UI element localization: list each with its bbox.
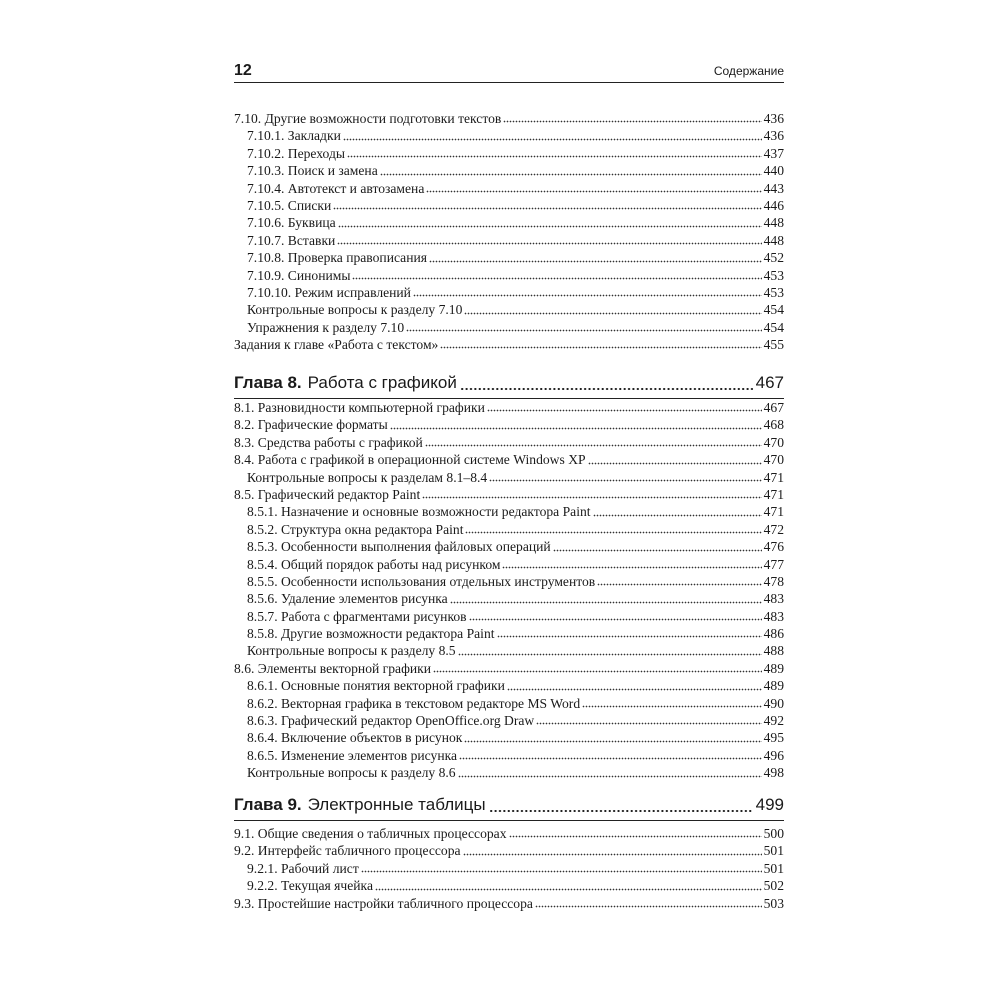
toc-entry [234, 110, 784, 127]
toc-entry-title: 7.10.10. Режим исправлений [247, 284, 411, 300]
dot-leader [333, 200, 761, 210]
toc-entry-page: 495 [763, 730, 784, 746]
dot-leader [380, 166, 762, 176]
toc-entry-title: Контрольные вопросы к разделу 8.6 [247, 765, 456, 781]
toc-entry-page: 453 [763, 267, 784, 283]
toc-entry [234, 747, 784, 764]
toc-entry [234, 625, 784, 642]
toc-entry [234, 895, 784, 912]
dot-leader [489, 472, 761, 482]
dot-leader [469, 611, 762, 621]
toc-entry-page: 448 [763, 215, 784, 231]
dot-leader [347, 148, 762, 158]
toc-entry [234, 573, 784, 590]
chapter-title: Электронные таблицы [307, 795, 486, 814]
toc-entry-page: 500 [763, 826, 784, 841]
dot-leader [463, 846, 762, 856]
toc-entry [234, 825, 784, 842]
toc-entry-title: 8.5.2. Структура окна редактора Paint [247, 521, 464, 537]
toc-entry-title: 8.1. Разновидности компьютерной графики [234, 400, 485, 415]
chapter-title: Работа с графикой [307, 373, 457, 392]
toc-entry-title: 8.5.1. Назначение и основные возможности редактора Paint [247, 504, 591, 520]
dot-leader [440, 339, 761, 349]
toc-entry [234, 336, 784, 353]
toc-entry [234, 469, 784, 486]
dot-leader [425, 437, 762, 447]
toc-entry [234, 197, 784, 214]
dot-leader [450, 594, 762, 604]
chapter-page: 467 [755, 373, 784, 392]
toc-entry-page: 488 [763, 643, 784, 659]
toc-entry-title: 9.1. Общие сведения о табличных процессорах [234, 826, 507, 841]
toc-entry-page: 489 [763, 660, 784, 676]
page-number: 12 [234, 62, 252, 79]
toc-entry-title: 8.6.5. Изменение элементов рисунка [247, 747, 458, 763]
toc-entry [234, 416, 784, 433]
toc-entry-page: 470 [763, 434, 784, 450]
toc-entry [234, 712, 784, 729]
dot-leader [337, 235, 761, 245]
toc-entry-title: 7.10. Другие возможности подготовки текстов [234, 111, 502, 126]
dot-leader [406, 322, 761, 332]
toc-entry-page: 468 [763, 417, 784, 433]
dot-leader [464, 733, 761, 743]
toc-entry-title: 7.10.9. Синонимы [247, 267, 351, 283]
dot-leader [422, 489, 761, 499]
toc-entry-title: 8.5. Графический редактор Paint [234, 486, 421, 502]
toc-entry-title: 8.5.5. Особенности использования отдельных инструментов [247, 573, 596, 589]
toc-entry [234, 162, 784, 179]
toc-entry [234, 660, 784, 677]
toc-entry [234, 399, 784, 416]
dot-leader [458, 646, 762, 656]
dot-leader [487, 402, 762, 412]
dot-leader [375, 881, 762, 891]
toc-section-chapter-9 [234, 825, 784, 912]
toc-entry [234, 267, 784, 284]
toc-entry [234, 642, 784, 659]
toc-entry-title: 7.10.7. Вставки [247, 232, 336, 248]
dot-leader [413, 287, 762, 297]
toc-entry-title: 9.2. Интерфейс табличного процессора [234, 843, 461, 859]
toc-entry [234, 764, 784, 781]
toc-entry-page: 476 [763, 539, 784, 555]
running-head: Содержание [713, 64, 784, 78]
dot-leader [536, 715, 761, 725]
toc-entry-title: 8.4. Работа с графикой в операционной системе Windows XP [234, 452, 586, 468]
toc-entry [234, 677, 784, 694]
dot-leader [338, 218, 762, 228]
toc-entry-page: 436 [763, 111, 784, 126]
toc-entry-title: Задания к главе «Работа с текстом» [234, 337, 439, 353]
toc-entry-title: 8.5.8. Другие возможности редактора Paint [247, 626, 495, 642]
toc-entry-title: Упражнения к разделу 7.10 [247, 319, 405, 335]
toc-entry-title: 8.3. Средства работы с графикой [234, 434, 423, 450]
toc-entry-title: 8.6.3. Графический редактор OpenOffice.org Draw [247, 713, 535, 729]
toc-entry-page: 467 [763, 400, 784, 415]
toc-entry [234, 695, 784, 712]
toc-entry [234, 180, 784, 197]
toc-entry-title: 9.2.2. Текущая ячейка [247, 878, 373, 894]
toc-entry-title: 7.10.8. Проверка правописания [247, 250, 428, 266]
toc-entry [234, 556, 784, 573]
toc-entry-title: 7.10.1. Закладки [247, 128, 341, 144]
dot-leader [502, 559, 761, 569]
toc-entry [234, 214, 784, 231]
toc-entry-page: 486 [763, 626, 784, 642]
toc-entry [234, 145, 784, 162]
dot-leader [503, 113, 761, 123]
toc-entry-page: 455 [763, 337, 784, 353]
toc-entry-page: 454 [763, 319, 784, 335]
dot-leader [464, 305, 761, 315]
toc-entry-title: 8.6.4. Включение объектов в рисунок [247, 730, 463, 746]
toc-entry [234, 538, 784, 555]
dot-leader [465, 524, 761, 534]
chapter-heading-9 [234, 794, 784, 821]
toc-entry-title: 9.3. Простейшие настройки табличного процессора [234, 895, 533, 911]
toc-entry-page: 496 [763, 747, 784, 763]
toc-entry-page: 448 [763, 232, 784, 248]
toc-entry [234, 590, 784, 607]
dot-leader [553, 542, 762, 552]
toc-entry-page: 483 [763, 591, 784, 607]
dot-leader [535, 898, 762, 908]
toc-entry [234, 503, 784, 520]
toc-entry-page: 490 [763, 695, 784, 711]
toc-entry-page: 501 [763, 843, 784, 859]
toc-entry [234, 860, 784, 877]
toc-section-chapter-7-continued [234, 110, 784, 353]
dot-leader [497, 628, 762, 638]
toc-entry-page: 498 [763, 765, 784, 781]
chapter-page: 499 [755, 795, 784, 814]
dot-leader [352, 270, 761, 280]
toc-entry-title: Контрольные вопросы к разделам 8.1–8.4 [247, 469, 488, 485]
toc-entry-title: 7.10.5. Списки [247, 197, 332, 213]
toc-entry-page: 489 [763, 678, 784, 694]
dot-leader [507, 681, 762, 691]
toc-entry-title: 8.5.3. Особенности выполнения файловых операций [247, 539, 551, 555]
toc-entry-title: 8.5.6. Удаление элементов рисунка [247, 591, 448, 607]
toc-entry [234, 486, 784, 503]
toc-entry-page: 471 [763, 469, 784, 485]
toc-entry-title: 8.2. Графические форматы [234, 417, 388, 433]
toc-section-chapter-8 [234, 399, 784, 782]
toc-entry-page: 502 [763, 878, 784, 894]
dot-leader [588, 455, 762, 465]
dot-leader [509, 828, 762, 838]
toc-entry-page: 440 [763, 163, 784, 179]
toc-entry-page: 454 [763, 302, 784, 318]
chapter-label: Глава 8. [234, 373, 302, 392]
toc-entry-page: 443 [763, 180, 784, 196]
toc-entry [234, 127, 784, 144]
toc-entry [234, 842, 784, 859]
toc-entry-page: 472 [763, 521, 784, 537]
toc-entry-title: 8.6.2. Векторная графика в текстовом редакторе MS Word [247, 695, 581, 711]
dot-leader [433, 663, 762, 673]
toc-entry-page: 446 [763, 197, 784, 213]
toc-entry-title: 7.10.4. Автотекст и автозамена [247, 180, 425, 196]
toc-entry-page: 492 [763, 713, 784, 729]
dot-leader [460, 381, 753, 391]
toc-entry [234, 319, 784, 336]
toc-entry [234, 434, 784, 451]
toc-entry-page: 452 [763, 250, 784, 266]
toc-entry [234, 877, 784, 894]
toc-entry [234, 232, 784, 249]
toc-entry-title: 8.6.1. Основные понятия векторной графики [247, 678, 505, 694]
toc-entry-page: 478 [763, 573, 784, 589]
toc-entry-page: 453 [763, 284, 784, 300]
dot-leader [489, 803, 753, 813]
toc-entry [234, 729, 784, 746]
toc-entry-page: 437 [763, 145, 784, 161]
toc-entry-page: 477 [763, 556, 784, 572]
toc-entry-title: 8.6. Элементы векторной графики [234, 660, 432, 676]
dot-leader [458, 768, 762, 778]
toc-entry-page: 436 [763, 128, 784, 144]
dot-leader [426, 183, 761, 193]
toc-entry [234, 608, 784, 625]
toc-entry-title: 8.5.7. Работа с фрагментами рисунков [247, 608, 467, 624]
dot-leader [593, 507, 762, 517]
toc-entry [234, 521, 784, 538]
toc-entry-title: 8.5.4. Общий порядок работы над рисунком [247, 556, 501, 572]
toc-entry [234, 301, 784, 318]
dot-leader [582, 698, 761, 708]
dot-leader [459, 750, 762, 760]
dot-leader [597, 576, 761, 586]
toc-entry-title: Контрольные вопросы к разделу 7.10 [247, 302, 463, 318]
toc-entry-page: 470 [763, 452, 784, 468]
dot-leader [390, 420, 762, 430]
toc-entry-title: 7.10.2. Переходы [247, 145, 346, 161]
toc-entry [234, 284, 784, 301]
toc-entry [234, 249, 784, 266]
dot-leader [429, 253, 762, 263]
toc-entry-page: 471 [763, 504, 784, 520]
chapter-heading-8 [234, 372, 784, 399]
toc-entry-title: 7.10.3. Поиск и замена [247, 163, 378, 179]
toc-entry-title: Контрольные вопросы к разделу 8.5 [247, 643, 456, 659]
toc-entry-page: 471 [763, 486, 784, 502]
toc-entry-page: 503 [763, 895, 784, 911]
chapter-label: Глава 9. [234, 795, 302, 814]
toc-entry-page: 501 [763, 860, 784, 876]
toc-entry [234, 451, 784, 468]
dot-leader [361, 863, 762, 873]
dot-leader [343, 131, 762, 141]
toc-entry-title: 9.2.1. Рабочий лист [247, 860, 359, 876]
toc-entry-title: 7.10.6. Буквица [247, 215, 336, 231]
toc-entry-page: 483 [763, 608, 784, 624]
page-header [234, 60, 784, 83]
